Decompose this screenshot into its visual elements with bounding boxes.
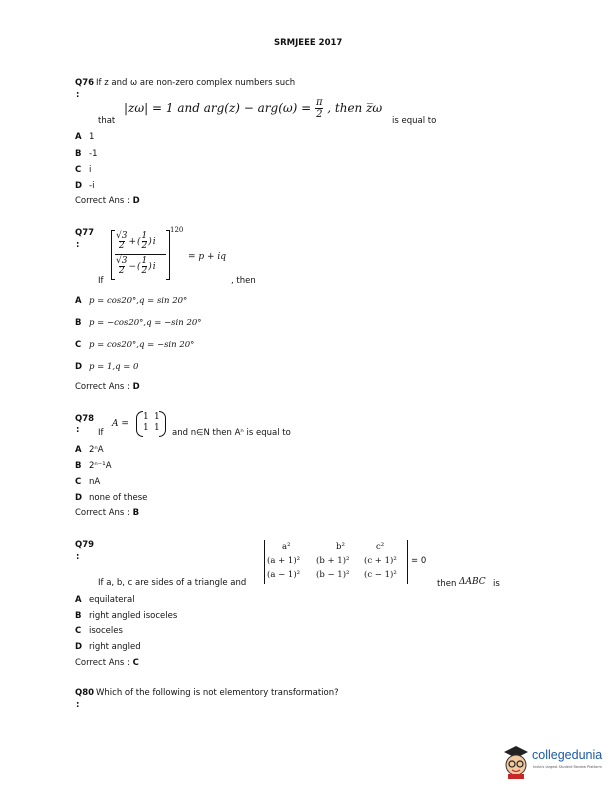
- q79-option-d: D right angled: [75, 642, 141, 652]
- q76-equation-rhs: , then z̅ω: [327, 101, 383, 115]
- q79-option-c: C isoceles: [75, 626, 123, 636]
- q76-frac-num: π: [315, 97, 323, 108]
- q77-option-c: C p = cos20°,q = −sin 20°: [75, 340, 195, 350]
- q77-numerator: √3 2 + ( 1 2 ) i: [116, 231, 156, 251]
- q78-option-b: B 2ⁿ⁻¹A: [75, 461, 112, 471]
- q79-colon: :: [76, 552, 80, 562]
- q76-option-a: A 1: [75, 132, 95, 142]
- q76-equation-lhs: |zω| = 1 and arg(z) − arg(ω) =: [124, 101, 316, 115]
- q76-option-b: B -1: [75, 149, 98, 159]
- collegedunia-logo: [500, 744, 610, 784]
- q80-number: Q80: [75, 688, 95, 698]
- q76-colon: :: [76, 90, 80, 100]
- q78-correct-answer: Correct Ans : B: [75, 508, 140, 518]
- q78-matrix: 1 1 1 1: [136, 411, 166, 437]
- q78-if: If: [98, 428, 104, 438]
- q79-text: If a, b, c are sides of a triangle and: [98, 578, 247, 588]
- q78-text: and n∈N then Aⁿ is equal to: [172, 428, 291, 438]
- q78-colon: :: [76, 425, 80, 435]
- q77-option-a: A p = cos20°,q = sin 20°: [75, 296, 188, 306]
- q77-bracket-expression: [111, 230, 170, 280]
- q78-option-a: A 2ⁿA: [75, 445, 104, 455]
- q79-then: then: [437, 579, 457, 589]
- q78-option-c: C nA: [75, 477, 101, 487]
- q77-option-b: B p = −cos20°,q = −sin 20°: [75, 318, 202, 328]
- q77-number: Q77: [75, 228, 95, 238]
- q76-text: If z and ω are non-zero complex numbers such: [96, 78, 296, 88]
- q78-a-equals: A =: [112, 419, 129, 429]
- mascot-icon: [500, 744, 532, 780]
- q77-option-d: D p = 1,q = 0: [75, 362, 139, 372]
- logo-name: collegedunia: [532, 748, 603, 762]
- q77-exponent: 120: [170, 226, 184, 234]
- q79-equals-zero: = 0: [411, 556, 427, 566]
- q80-colon: :: [76, 700, 80, 710]
- q79-triangle: ΔABC: [459, 577, 486, 587]
- q76-equal-to: is equal to: [392, 116, 437, 126]
- q76-option-c: C i: [75, 165, 92, 175]
- q79-option-b: B right angled isoceles: [75, 611, 178, 621]
- q76-correct-answer: Correct Ans : D: [75, 196, 140, 206]
- q78-number: Q78: [75, 414, 95, 424]
- q80-text: Which of the following is not elementory transformation?: [96, 688, 339, 698]
- q77-rhs: = p + iq: [188, 252, 227, 262]
- q76-number: Q76: [75, 78, 95, 88]
- page-title: SRMJEEE 2017: [274, 38, 343, 48]
- q79-determinant: a² b² c² (a + 1)² (b + 1)² (c + 1)² (a − 1)² (b − 1)² (c − 1)²: [264, 540, 408, 584]
- q77-denominator: √3 2 − ( 1 2 ) i: [116, 256, 156, 276]
- q77-then: , then: [231, 276, 256, 286]
- q79-number: Q79: [75, 540, 95, 550]
- q79-correct-answer: Correct Ans : C: [75, 658, 139, 668]
- q78-option-d: D none of these: [75, 493, 148, 503]
- q77-correct-answer: Correct Ans : D: [75, 382, 140, 392]
- q77-colon: :: [76, 240, 80, 250]
- q76-option-d: D -i: [75, 181, 95, 191]
- logo-tagline: India's largest Student Review Platform: [533, 765, 602, 769]
- q76-frac-den: 2: [316, 109, 323, 120]
- q77-if: If: [98, 276, 104, 286]
- q76-that: that: [98, 116, 116, 126]
- q79-is: is: [493, 579, 500, 589]
- q79-option-a: A equilateral: [75, 595, 135, 605]
- q76-equation: [124, 97, 382, 120]
- q76-fraction: [315, 97, 323, 120]
